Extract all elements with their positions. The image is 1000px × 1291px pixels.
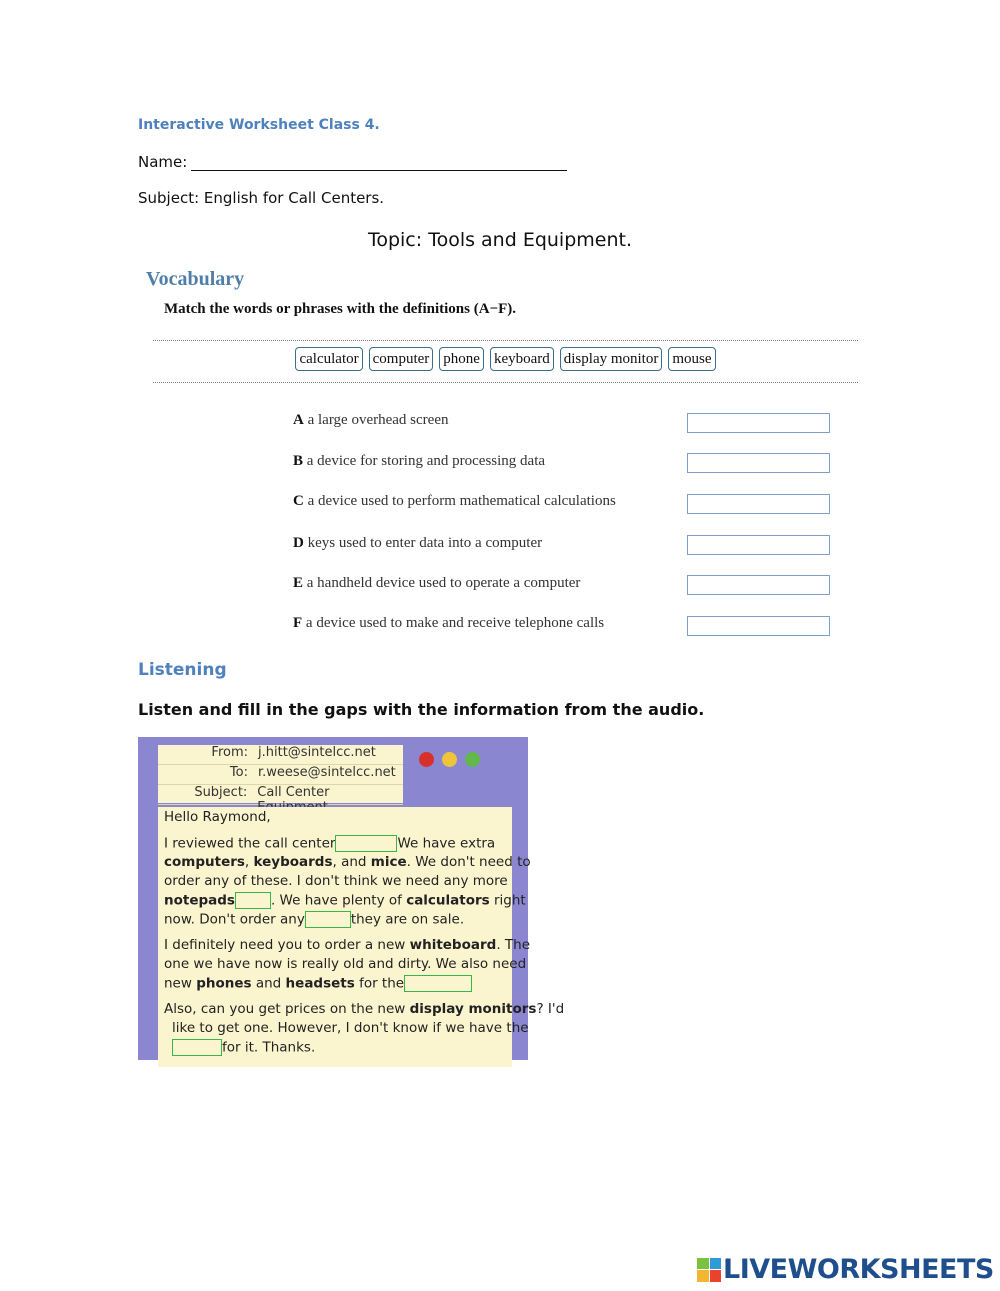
email-line: order any of these. I don't think we need any more <box>164 873 508 889</box>
email-line: Also, can you get prices on the new display monitors? I'd <box>164 1001 565 1017</box>
email-line: one we have now is really old and dirty. We also need <box>164 956 527 972</box>
email-line: like to get one. However, I don't know if we have the <box>172 1020 529 1036</box>
listening-instruction: Listen and fill in the gaps with the information from the audio. <box>138 700 705 719</box>
email-window <box>138 737 565 1060</box>
close-dot-icon <box>419 752 434 767</box>
listening-heading: Listening <box>138 660 227 680</box>
liveworksheets-logo-icon <box>697 1258 721 1282</box>
email-line: new phones and headsets for the <box>164 975 472 992</box>
answer-input-c[interactable] <box>687 494 830 514</box>
liveworksheets-logo-text: LIVEWORKSHEETS <box>723 1254 994 1285</box>
word-chip-calculator[interactable]: calculator <box>295 347 362 371</box>
word-bank-top-divider <box>153 340 858 341</box>
email-line: for it. Thanks. <box>172 1039 315 1056</box>
gap-input-2[interactable] <box>235 892 271 909</box>
gap-input-4[interactable] <box>404 975 472 992</box>
email-to-row: To: r.weese@sintelcc.net <box>158 765 403 785</box>
email-line: I reviewed the call center We have extra <box>164 835 496 852</box>
word-chip-keyboard[interactable]: keyboard <box>490 347 554 371</box>
email-subject-row: Subject: Call Center <box>158 785 403 805</box>
gap-input-1[interactable] <box>335 835 397 852</box>
vocabulary-heading: Vocabulary <box>146 268 245 290</box>
email-line: I definitely need you to order a new whiteboard. The <box>164 937 531 953</box>
gap-input-3[interactable] <box>305 911 351 928</box>
subject-line: Subject: English for Call Centers. <box>138 189 385 207</box>
email-greeting: Hello Raymond, <box>164 809 271 825</box>
name-underline <box>191 154 567 171</box>
word-chip-phone[interactable]: phone <box>439 347 484 371</box>
answer-input-e[interactable] <box>687 575 830 595</box>
word-bank-bottom-divider <box>153 382 858 383</box>
gap-input-5[interactable] <box>172 1039 222 1056</box>
name-label: Name: <box>138 153 188 171</box>
answer-input-a[interactable] <box>687 413 830 433</box>
minimize-dot-icon <box>442 752 457 767</box>
worksheet-title: Interactive Worksheet Class 4. <box>138 117 380 133</box>
answer-input-f[interactable] <box>687 616 830 636</box>
name-line <box>138 153 567 171</box>
definition-b: B a device for storing and processing data <box>293 453 546 469</box>
email-body <box>158 807 565 1067</box>
answer-input-d[interactable] <box>687 535 830 555</box>
maximize-dot-icon <box>465 752 480 767</box>
definition-c: C a device used to perform mathematical calculations <box>293 493 616 509</box>
word-chip-mouse[interactable]: mouse <box>668 347 715 371</box>
definition-e: E a handheld device used to operate a computer <box>293 575 581 591</box>
word-chip-computer[interactable]: computer <box>369 347 434 371</box>
word-chip-display-monitor[interactable]: display monitor <box>560 347 663 371</box>
email-line: now. Don't order any they are on sale. <box>164 911 465 928</box>
definition-d: D keys used to enter data into a computer <box>293 535 543 551</box>
vocabulary-instruction: Match the words or phrases with the definitions (A−F). <box>164 301 517 317</box>
answer-input-b[interactable] <box>687 453 830 473</box>
email-line: computers, keyboards, and mice. We don't need to <box>164 854 531 870</box>
email-header <box>158 745 403 803</box>
topic-title: Topic: Tools and Equipment. <box>367 229 633 251</box>
definition-f: F a device used to make and receive telephone calls <box>293 615 605 631</box>
email-from-row: From: j.hitt@sintelcc.net <box>158 745 403 765</box>
definition-a: A a large overhead screen <box>293 412 449 428</box>
liveworksheets-brand <box>697 1254 994 1285</box>
word-bank <box>153 347 858 373</box>
email-line: notepads . We have plenty of calculators right <box>164 892 526 909</box>
